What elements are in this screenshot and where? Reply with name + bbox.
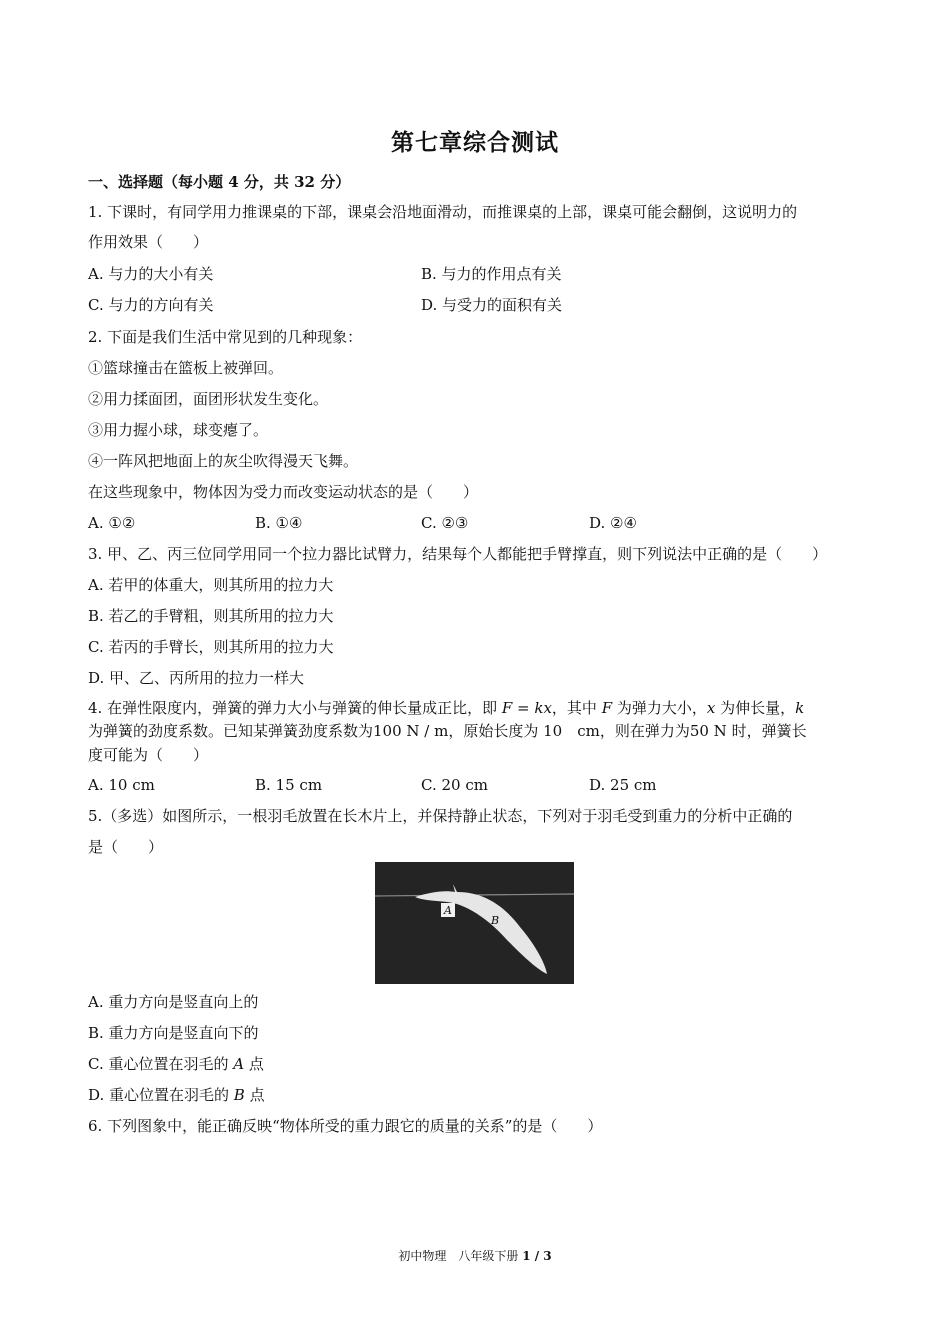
q1-option-a: A. 与力的大小有关: [88, 265, 214, 283]
q4-stem-line1: [88, 698, 804, 718]
q4-option-d: D. 25 cm: [589, 776, 657, 794]
q3-stem: 3. 甲、乙、丙三位同学用同一个拉力器比试臂力，结果每个人都能把手臂撑直，则下列说法中正确的是（ ）: [88, 545, 828, 563]
q4-var-k: k: [795, 699, 805, 717]
q5-option-b: B. 重力方向是竖直向下的: [88, 1024, 259, 1042]
q2-option-b: B. ①④: [255, 514, 303, 532]
q4-option-c: C. 20 cm: [421, 776, 488, 794]
q5-stem-line1: 5.（多选）如图所示，一根羽毛放置在长木片上，并保持静止状态，下列对于羽毛受到重力的分析中正确的: [88, 807, 793, 825]
q5-c-var: A: [233, 1055, 245, 1073]
q2-option-a: A. ①②: [88, 514, 136, 532]
q5-option-a: A. 重力方向是竖直向上的: [88, 993, 259, 1011]
q5-d-suffix: 点: [244, 1086, 265, 1104]
q2-stem: 2. 下面是我们生活中常见到的几种现象：: [88, 328, 363, 346]
q2-option-c: C. ②③: [421, 514, 469, 532]
section-heading: 一、选择题（每小题 4 分，共 32 分）: [88, 173, 351, 191]
q4-option-a: A. 10 cm: [88, 776, 155, 794]
label-b: B: [491, 914, 500, 927]
q2-item-2: ②用力揉面团，面团形状发生变化。: [88, 390, 329, 408]
q1-option-d: D. 与受力的面积有关: [421, 296, 563, 314]
feather-illustration: [375, 862, 574, 984]
q4-var-x: x: [706, 699, 716, 717]
q1-stem-line2: 作用效果（ ）: [88, 233, 209, 251]
q4-option-b: B. 15 cm: [255, 776, 323, 794]
q4-text-b: ，其中: [551, 699, 602, 717]
feather-photo: [375, 862, 574, 984]
q4-stem-line2: 为弹簧的劲度系数。已知某弹簧劲度系数为100 N / m，原始长度为 10 cm，则在弹力为50 N 时，弹簧长: [88, 722, 807, 740]
q1-option-b: B. 与力的作用点有关: [421, 265, 562, 283]
q2-item-1: ①篮球撞击在篮板上被弹回。: [88, 359, 284, 377]
page-title: 第七章综合测试: [391, 129, 559, 156]
q5-stem-line2: 是（ ）: [88, 838, 164, 856]
q3-option-d: D. 甲、乙、丙所用的拉力一样大: [88, 669, 305, 687]
q5-d-text: D. 重心位置在羽毛的: [88, 1086, 234, 1104]
q2-option-d: D. ②④: [589, 514, 637, 532]
q2-question: 在这些现象中，物体因为受力而改变运动状态的是（ ）: [88, 483, 479, 501]
q5-option-c: [88, 1054, 264, 1074]
page-footer: [0, 1247, 950, 1264]
q4-var-f: F: [601, 699, 613, 717]
page-number: 1 / 3: [522, 1249, 552, 1263]
q6-stem: 6. 下列图象中，能正确反映“物体所受的重力跟它的质量的关系”的是（ ）: [88, 1117, 603, 1135]
label-a: A: [444, 904, 452, 917]
q4-stem-line3: 度可能为（ ）: [88, 746, 209, 764]
q5-c-suffix: 点: [244, 1055, 264, 1073]
q4-text-c: 为弹力大小，: [612, 699, 707, 717]
q2-item-3: ③用力握小球，球变瘪了。: [88, 421, 269, 439]
footer-text: 初中物理 八年级下册: [398, 1249, 523, 1263]
q3-option-a: A. 若甲的体重大，则其所用的拉力大: [88, 576, 334, 594]
q3-option-c: C. 若丙的手臂长，则其所用的拉力大: [88, 638, 334, 656]
q3-option-b: B. 若乙的手臂粗，则其所用的拉力大: [88, 607, 334, 625]
q5-option-d: [88, 1085, 265, 1105]
q5-c-text: C. 重心位置在羽毛的: [88, 1055, 234, 1073]
q4-text-a: 4. 在弹性限度内，弹簧的弹力大小与弹簧的伸长量成正比，即: [88, 699, 502, 717]
q5-d-var: B: [233, 1086, 245, 1104]
q4-text-d: 为伸长量，: [715, 699, 796, 717]
q1-option-c: C. 与力的方向有关: [88, 296, 214, 314]
q2-item-4: ④一阵风把地面上的灰尘吹得漫天飞舞。: [88, 452, 359, 470]
q1-stem-line1: 1. 下课时，有同学用力推课桌的下部，课桌会沿地面滑动，而推课桌的上部，课桌可能会翻倒，这说明力的: [88, 203, 798, 221]
q4-formula: F = kx: [501, 699, 552, 717]
